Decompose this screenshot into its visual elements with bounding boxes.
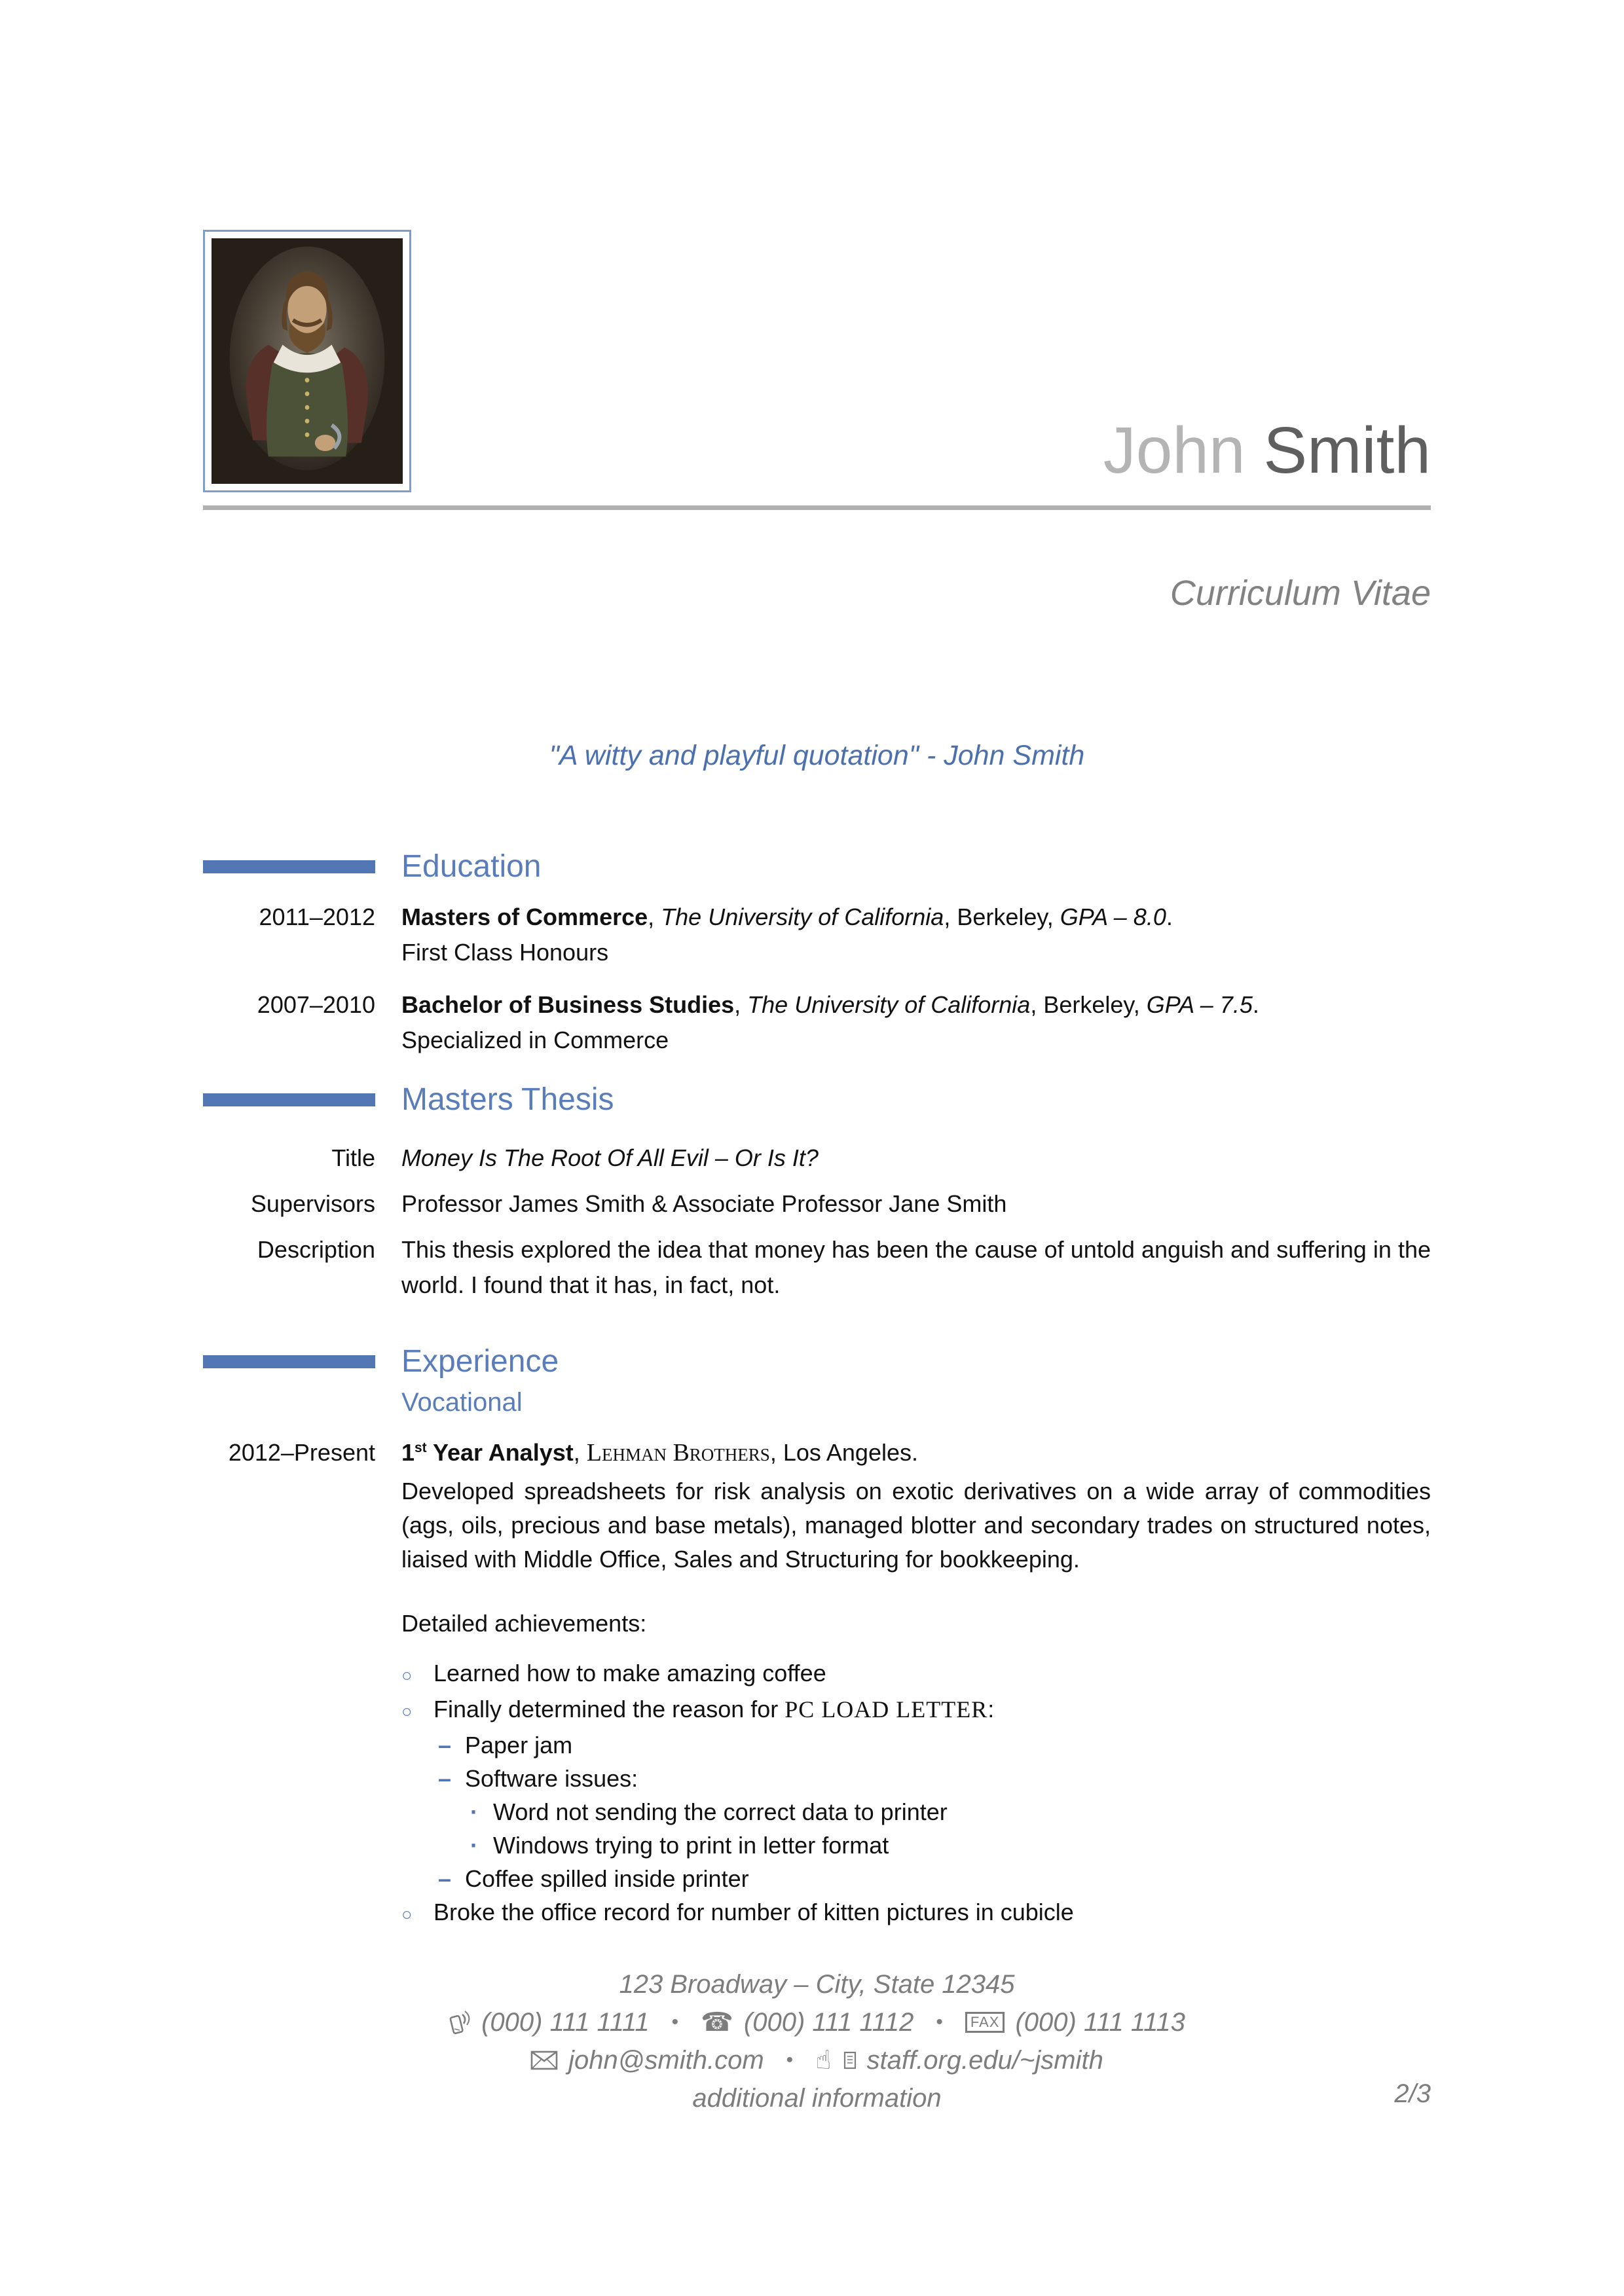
circle-bullet-icon: ○ [401, 1666, 413, 1685]
separator: , [1133, 991, 1147, 1018]
phone-number: (000) 111 1112 [743, 2007, 914, 2037]
section-header [203, 1082, 1431, 1118]
telephone-icon: ☎ [701, 2007, 733, 2037]
education-degree-line [401, 987, 1431, 1023]
separator: . [912, 1439, 919, 1466]
separator: . [1252, 991, 1259, 1018]
list-item-text: Windows trying to print in letter format [493, 1832, 889, 1859]
dash-bullet-icon: – [438, 1865, 452, 1892]
fax-number: (000) 111 1113 [1015, 2007, 1185, 2037]
website-link[interactable]: staff.org.edu/~jsmith [866, 2045, 1103, 2075]
achievements-label: Detailed achievements: [401, 1610, 647, 1637]
job-title-number: 1 [401, 1439, 415, 1466]
personal-quote: "A witty and playful quotation" - John Smith [549, 740, 1085, 771]
degree: Masters of Commerce [401, 903, 648, 930]
achievements-list [401, 1656, 1431, 1931]
job-title-line [401, 1435, 1431, 1470]
address-line [203, 1965, 1431, 2003]
section-experience [203, 1343, 1431, 1931]
header-divider [203, 505, 1431, 510]
separator: , [573, 1439, 587, 1466]
section-masters-thesis [203, 1082, 1431, 1303]
section-title: Experience [401, 1344, 559, 1379]
separator: , [944, 903, 957, 930]
list-item-text: Coffee spilled inside printer [465, 1865, 749, 1892]
job-summary: Developed spreadsheets for risk analysis on exotic derivatives on a wide array of commodities (ags, oils, precious and base metals), managed blotter and secondary trades on structured notes, liaised with Middle Office, Sales and Structuring for bookkeeping. [401, 1478, 1431, 1573]
section-education [203, 848, 1431, 1058]
additional-info-text: additional information [692, 2083, 942, 2113]
thesis-description-row [203, 1232, 1431, 1303]
location: Berkeley [957, 903, 1047, 930]
section-bar [203, 860, 375, 873]
section-header [203, 1343, 1431, 1380]
separator: . [1166, 903, 1173, 930]
education-row [203, 900, 1431, 970]
cv-subtitle: Curriculum Vitae [1170, 574, 1431, 613]
list-item-text: Learned how to make amazing coffee [434, 1660, 826, 1686]
list-item-text: Software issues: [465, 1765, 638, 1792]
list-item [438, 1762, 1431, 1795]
job-city: Los Angeles [783, 1439, 912, 1466]
page-number: 2/3 [1394, 2079, 1431, 2108]
job-dates: 2012–Present [228, 1439, 375, 1466]
thesis-supervisors-row [203, 1186, 1431, 1222]
separator: , [1046, 903, 1060, 930]
phone-line [203, 2003, 1431, 2041]
section-title: Education [401, 849, 542, 884]
dot-bullet-icon: · [470, 1832, 478, 1859]
education-row [203, 987, 1431, 1058]
mobile-phone-icon [449, 2009, 471, 2036]
education-dates: 2011–2012 [259, 903, 375, 930]
list-item [401, 1692, 1431, 1728]
email-web-line [203, 2041, 1431, 2079]
list-item [470, 1795, 1431, 1829]
education-details [401, 900, 1431, 970]
degree: Bachelor of Business Studies [401, 991, 735, 1018]
separator: , [1030, 991, 1044, 1018]
portrait-photo [203, 230, 411, 492]
employer: Lehman Brothers [586, 1439, 770, 1467]
webpage-document-icon [843, 2051, 857, 2069]
thesis-description: This thesis explored the idea that money has been the cause of untold anguish and suffering in the world. I found that it has, in fact, not. [401, 1236, 1431, 1298]
separator: , [769, 1439, 783, 1466]
list-item-text: Broke the office record for number of kitten pictures in cubicle [434, 1899, 1074, 1925]
circle-bullet-icon: ○ [401, 1702, 413, 1721]
list-item-suffix: : [987, 1696, 995, 1722]
list-item-prefix: Finally determined the reason for [434, 1696, 785, 1722]
homepage-hand-icon: ☝ [815, 2045, 832, 2075]
list-item [401, 1895, 1431, 1931]
institution: The University of California [661, 903, 944, 930]
thesis-title-row [203, 1140, 1431, 1176]
row-label: Supervisors [250, 1190, 375, 1217]
list-item [470, 1829, 1431, 1862]
separator: , [648, 903, 661, 930]
portrait-illustration [212, 238, 403, 484]
contact-footer [203, 1965, 1431, 2117]
separator-dot: • [936, 2011, 943, 2033]
mobile-number: (000) 111 1111 [481, 2007, 650, 2037]
section-bar [203, 1355, 375, 1368]
thesis-title: Money Is The Root Of All Evil – Or Is It? [401, 1144, 819, 1171]
institution: The University of California [747, 991, 1031, 1018]
separator-dot: • [786, 2049, 794, 2071]
separator: , [734, 991, 748, 1018]
email-link[interactable]: john@smith.com [568, 2045, 764, 2075]
list-item-text: Word not sending the correct data to printer [493, 1798, 948, 1825]
additional-info-line [203, 2079, 1431, 2117]
list-item [438, 1728, 1431, 1762]
gpa: GPA – 7.5 [1146, 991, 1253, 1018]
education-degree-line [401, 900, 1431, 935]
row-label: Title [331, 1144, 375, 1171]
subsection-vocational: Vocational [401, 1388, 523, 1417]
fax-icon: FAX [965, 2012, 1005, 2033]
job-title-ordinal: st [415, 1440, 427, 1455]
circle-bullet-icon: ○ [401, 1904, 413, 1924]
thesis-supervisors: Professor James Smith & Associate Professor Jane Smith [401, 1190, 1007, 1217]
education-note: Specialized in Commerce [401, 1027, 669, 1053]
list-item-text: Paper jam [465, 1732, 573, 1758]
last-name: Smith [1263, 414, 1431, 487]
job-title-rest: Year Analyst [426, 1439, 574, 1466]
list-item [401, 1656, 1431, 1692]
address-text: 123 Broadway – City, State 12345 [619, 1969, 1015, 1999]
education-dates: 2007–2010 [257, 991, 375, 1018]
separator-dot: • [671, 2011, 679, 2033]
job-row [203, 1435, 1431, 1470]
envelope-icon [530, 2050, 558, 2070]
dash-bullet-icon: – [438, 1732, 452, 1758]
pc-load-letter-text: PC LOAD LETTER [784, 1696, 988, 1722]
dot-bullet-icon: · [470, 1798, 478, 1825]
section-header [203, 848, 1431, 885]
section-bar [203, 1093, 375, 1106]
first-name: John [1103, 414, 1246, 487]
education-details [401, 987, 1431, 1058]
section-title: Masters Thesis [401, 1082, 614, 1117]
dash-bullet-icon: – [438, 1765, 452, 1792]
gpa: GPA – 8.0 [1060, 903, 1166, 930]
list-item-text [434, 1692, 994, 1726]
list-item [438, 1862, 1431, 1895]
education-note: First Class Honours [401, 939, 609, 966]
page-title [1103, 414, 1431, 487]
row-label: Description [257, 1236, 375, 1263]
job-title [401, 1439, 574, 1466]
location: Berkeley [1043, 991, 1134, 1018]
